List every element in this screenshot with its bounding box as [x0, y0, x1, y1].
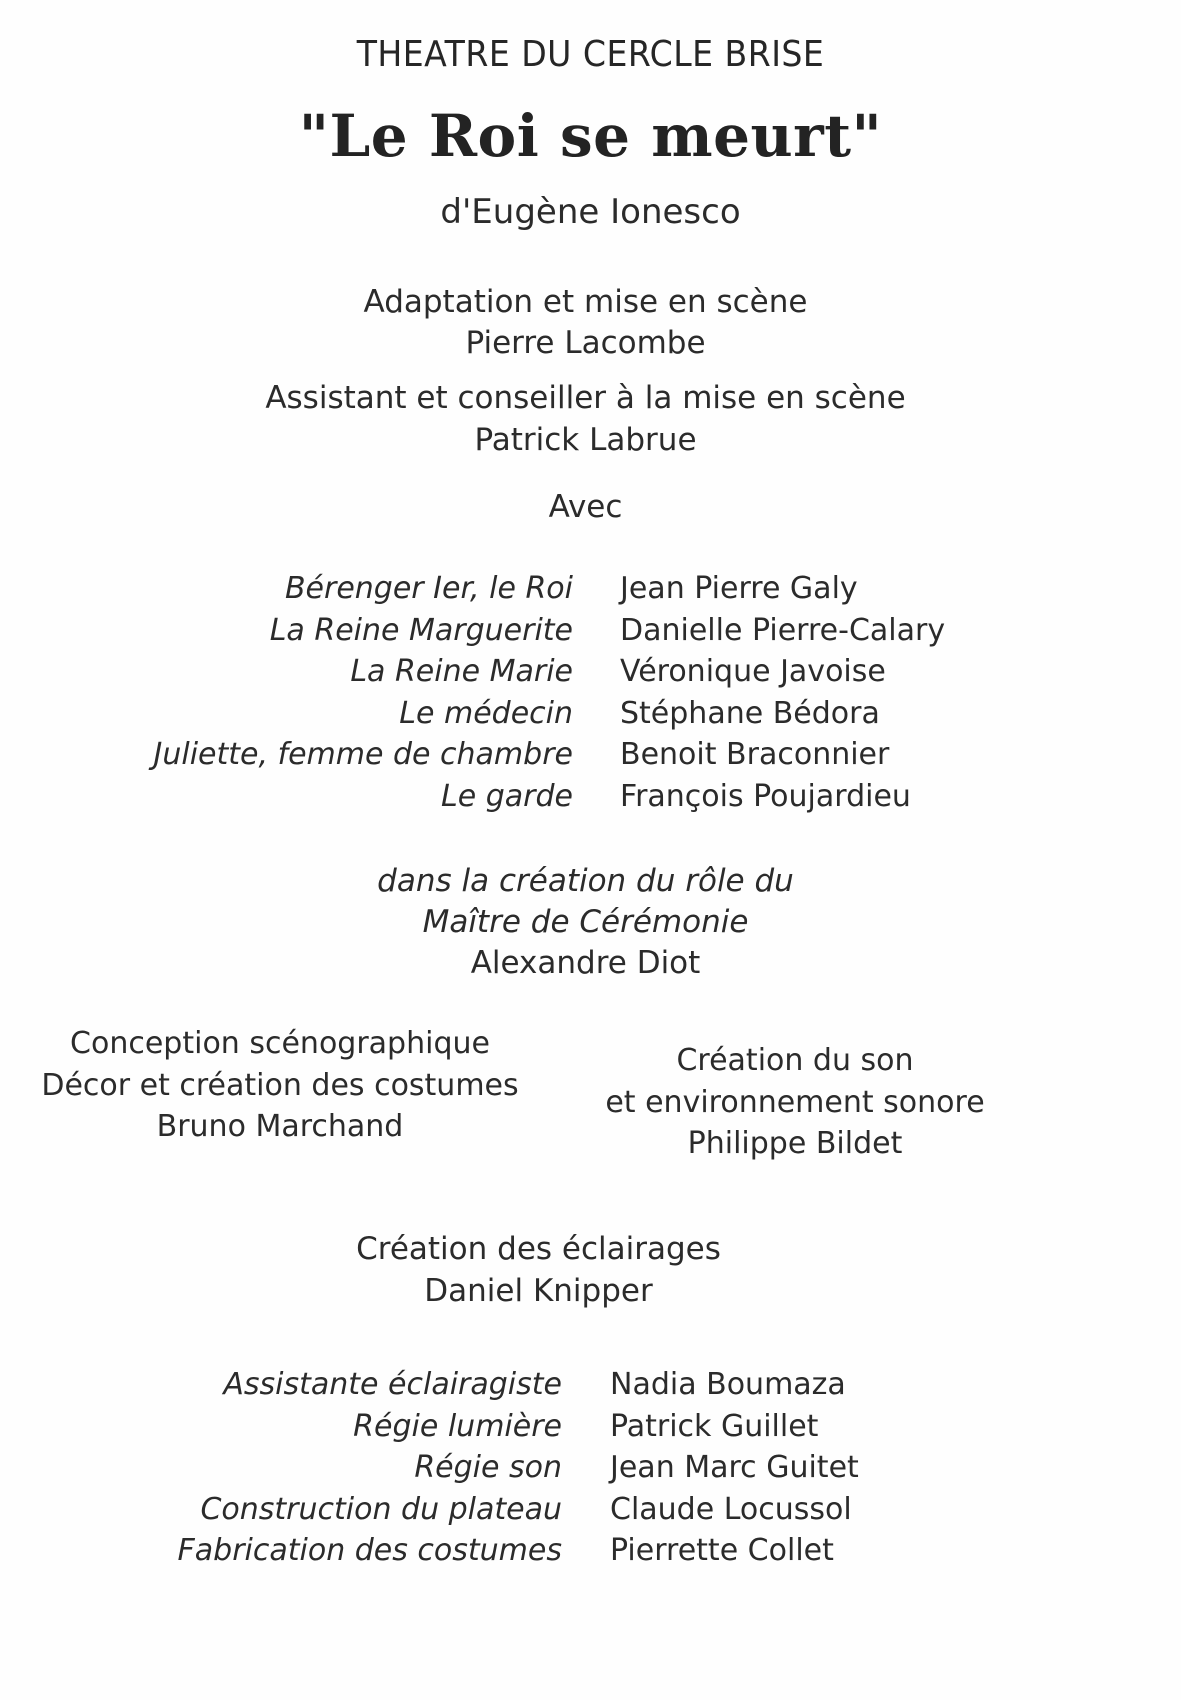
crew-role: Assistante éclairagiste — [223, 1367, 562, 1402]
assistant-name: Patrick Labrue — [474, 422, 697, 458]
avec-label: Avec — [548, 489, 623, 525]
cast-actor: Benoit Braconnier — [620, 737, 890, 772]
sound-name: Philippe Bildet — [687, 1126, 903, 1161]
cast-actor: Véronique Javoise — [620, 654, 886, 689]
crew-role: Fabrication des costumes — [177, 1533, 562, 1568]
adaptation-name: Pierre Lacombe — [465, 325, 706, 361]
cast-role: Bérenger Ier, le Roi — [284, 571, 573, 606]
ceremony-name: Alexandre Diot — [470, 945, 701, 981]
cast-role: La Reine Marguerite — [269, 612, 573, 648]
sound-block — [600, 1040, 990, 1165]
crew-name: Pierrette Collet — [610, 1533, 834, 1568]
cast-actor: Jean Pierre Galy — [620, 571, 858, 606]
play-title: "Le Roi se meurt" — [298, 102, 883, 170]
theatre-name: THEATRE DU CERCLE BRISE — [356, 34, 825, 75]
crew-name: Jean Marc Guitet — [610, 1450, 859, 1485]
adaptation-label: Adaptation et mise en scène — [363, 284, 808, 320]
lighting-label: Création des éclairages — [356, 1231, 721, 1267]
cast-role: Le médecin — [399, 695, 573, 731]
scenography-block — [40, 1023, 520, 1148]
crew-role: Construction du plateau — [200, 1491, 562, 1527]
cast-role: Juliette, femme de chambre — [153, 737, 573, 772]
crew-role: Régie lumière — [353, 1408, 562, 1444]
ceremony-line1: dans la création du rôle du — [377, 863, 794, 899]
crew-role: Régie son — [414, 1450, 562, 1485]
cast-role: Le garde — [441, 778, 573, 814]
cast-actor: Danielle Pierre-Calary — [620, 612, 946, 648]
crew-name: Claude Locussol — [610, 1491, 852, 1527]
crew-name: Nadia Boumaza — [610, 1367, 846, 1402]
crew-name: Patrick Guillet — [610, 1408, 819, 1444]
crew-names — [610, 1364, 859, 1572]
lighting-name: Daniel Knipper — [424, 1273, 653, 1309]
scenography-name: Bruno Marchand — [156, 1109, 404, 1144]
cast-actors — [620, 568, 945, 817]
play-author: d'Eugène Ionesco — [440, 192, 741, 232]
sound-line1: Création du son — [676, 1043, 914, 1078]
cast-actor: Stéphane Bédora — [620, 695, 880, 731]
scenography-line2: Décor et création des costumes — [41, 1067, 519, 1103]
cast-roles — [13, 568, 573, 817]
crew-roles — [2, 1364, 562, 1572]
assistant-label: Assistant et conseiller à la mise en scène — [265, 380, 906, 416]
cast-role: La Reine Marie — [350, 654, 573, 689]
sound-line2: et environnement sonore — [605, 1084, 985, 1120]
ceremony-line2: Maître de Cérémonie — [422, 904, 749, 940]
scenography-line1: Conception scénographique — [70, 1026, 490, 1061]
cast-actor: François Poujardieu — [620, 778, 911, 814]
